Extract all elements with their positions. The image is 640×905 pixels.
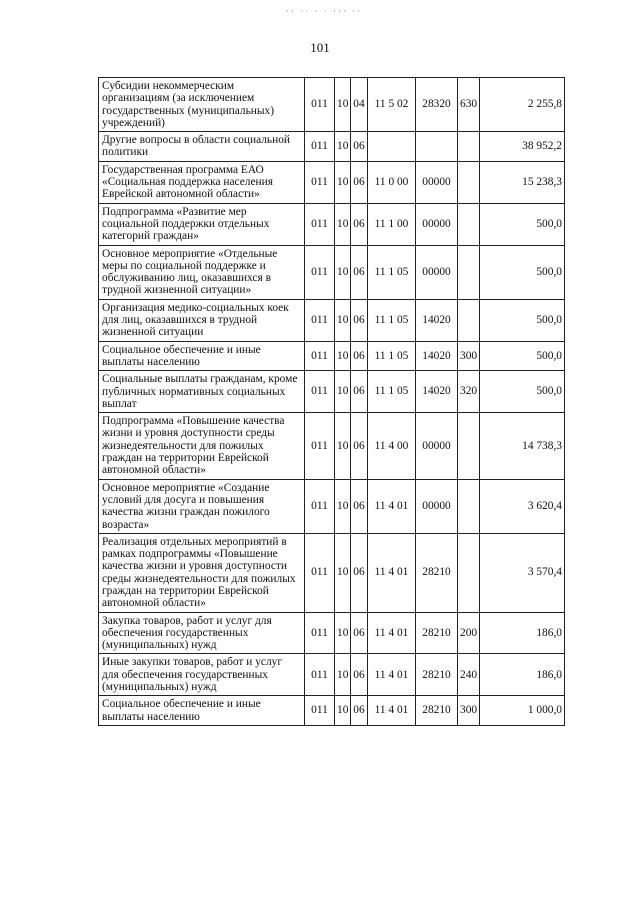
table-row (99, 132, 565, 162)
expense-name-cell: Социальное обеспечение и иные выплаты населению (99, 341, 305, 371)
expense-type-cell: 630 (458, 78, 480, 132)
expense-type-cell (458, 203, 480, 245)
table-row (99, 299, 565, 341)
amount-cell: 15 238,3 (480, 161, 565, 203)
table-row (99, 245, 565, 299)
subsection-code-cell: 06 (351, 341, 368, 371)
expense-type-cell: 240 (458, 654, 480, 696)
expense-type-cell: 200 (458, 612, 480, 654)
target-article-direction-cell: 00000 (416, 161, 458, 203)
subsection-code-cell: 06 (351, 245, 368, 299)
amount-cell: 500,0 (480, 245, 565, 299)
target-article-program-cell: 11 5 02 (368, 78, 416, 132)
table-row (99, 696, 565, 726)
table-row (99, 413, 565, 479)
section-code-cell: 10 (335, 245, 351, 299)
section-code-cell: 10 (335, 161, 351, 203)
amount-cell: 186,0 (480, 612, 565, 654)
grbs-code-cell: 011 (305, 161, 335, 203)
target-article-program-cell: 11 4 01 (368, 612, 416, 654)
expense-name-cell: Закупка товаров, работ и услуг для обеспечения государственных (муниципальных) нужд (99, 612, 305, 654)
section-code-cell: 10 (335, 696, 351, 726)
target-article-direction-cell: 14020 (416, 341, 458, 371)
expense-type-cell (458, 533, 480, 612)
subsection-code-cell: 06 (351, 161, 368, 203)
grbs-code-cell: 011 (305, 696, 335, 726)
subsection-code-cell: 06 (351, 203, 368, 245)
expense-type-cell (458, 413, 480, 479)
expense-type-cell: 300 (458, 341, 480, 371)
target-article-direction-cell: 28210 (416, 696, 458, 726)
target-article-direction-cell: 28210 (416, 612, 458, 654)
amount-cell: 38 952,2 (480, 132, 565, 162)
section-code-cell: 10 (335, 654, 351, 696)
grbs-code-cell: 011 (305, 299, 335, 341)
expense-name-cell: Реализация отдельных мероприятий в рамках подпрограммы «Повышение качества жизни и уровня доступности среды жизнедеятельности для пожилых граждан на территории Еврейской автономной области» (99, 533, 305, 612)
subsection-code-cell: 06 (351, 132, 368, 162)
target-article-direction-cell: 00000 (416, 245, 458, 299)
expense-name-cell: Субсидии некоммерческим организациям (за исключением государственных (муниципальных) учреждений) (99, 78, 305, 132)
grbs-code-cell: 011 (305, 245, 335, 299)
expense-name-cell: Подпрограмма «Повышение качества жизни и уровня доступности среды жизнедеятельности для пожилых граждан на территории Еврейской автономной области» (99, 413, 305, 479)
target-article-program-cell: 11 1 00 (368, 203, 416, 245)
target-article-direction-cell (416, 132, 458, 162)
section-code-cell: 10 (335, 299, 351, 341)
target-article-direction-cell: 00000 (416, 413, 458, 479)
subsection-code-cell: 06 (351, 413, 368, 479)
target-article-program-cell: 11 4 01 (368, 654, 416, 696)
page-number: 101 (310, 40, 330, 55)
subsection-code-cell: 06 (351, 479, 368, 533)
table-row (99, 78, 565, 132)
target-article-program-cell: 11 4 01 (368, 533, 416, 612)
target-article-direction-cell: 14020 (416, 371, 458, 413)
table-row (99, 161, 565, 203)
expense-type-cell (458, 132, 480, 162)
section-code-cell: 10 (335, 612, 351, 654)
target-article-direction-cell: 14020 (416, 299, 458, 341)
target-article-program-cell: 11 1 05 (368, 371, 416, 413)
amount-cell: 500,0 (480, 371, 565, 413)
table-row (99, 654, 565, 696)
expense-type-cell (458, 161, 480, 203)
grbs-code-cell: 011 (305, 132, 335, 162)
grbs-code-cell: 011 (305, 612, 335, 654)
amount-cell: 500,0 (480, 203, 565, 245)
expense-name-cell: Другие вопросы в области социальной политики (99, 132, 305, 162)
subsection-code-cell: 06 (351, 371, 368, 413)
subsection-code-cell: 06 (351, 533, 368, 612)
subsection-code-cell: 06 (351, 696, 368, 726)
budget-table (98, 77, 565, 726)
amount-cell: 2 255,8 (480, 78, 565, 132)
target-article-program-cell: 11 1 05 (368, 299, 416, 341)
grbs-code-cell: 011 (305, 654, 335, 696)
target-article-program-cell: 11 4 00 (368, 413, 416, 479)
expense-name-cell: Социальное обеспечение и иные выплаты населению (99, 696, 305, 726)
target-article-program-cell: 11 1 05 (368, 341, 416, 371)
grbs-code-cell: 011 (305, 203, 335, 245)
target-article-direction-cell: 28210 (416, 533, 458, 612)
expense-type-cell: 320 (458, 371, 480, 413)
table-row (99, 533, 565, 612)
subsection-code-cell: 06 (351, 612, 368, 654)
subsection-code-cell: 06 (351, 654, 368, 696)
amount-cell: 1 000,0 (480, 696, 565, 726)
amount-cell: 3 620,4 (480, 479, 565, 533)
target-article-program-cell: 11 4 01 (368, 696, 416, 726)
grbs-code-cell: 011 (305, 78, 335, 132)
grbs-code-cell: 011 (305, 479, 335, 533)
target-article-program-cell: 11 1 05 (368, 245, 416, 299)
grbs-code-cell: 011 (305, 413, 335, 479)
target-article-program-cell: 11 0 00 (368, 161, 416, 203)
section-code-cell: 10 (335, 132, 351, 162)
expense-name-cell: Государственная программа ЕАО «Социальная поддержка населения Еврейской автономной области» (99, 161, 305, 203)
amount-cell: 500,0 (480, 299, 565, 341)
table-row (99, 612, 565, 654)
amount-cell: 3 570,4 (480, 533, 565, 612)
expense-name-cell: Подпрограмма «Развитие мер социальной поддержки отдельных категорий граждан» (99, 203, 305, 245)
scan-artifact: ·· ·· · · ··· ·· (286, 6, 363, 16)
expense-type-cell (458, 299, 480, 341)
amount-cell: 14 738,3 (480, 413, 565, 479)
target-article-direction-cell: 00000 (416, 203, 458, 245)
expense-type-cell: 300 (458, 696, 480, 726)
target-article-program-cell: 11 4 01 (368, 479, 416, 533)
section-code-cell: 10 (335, 533, 351, 612)
grbs-code-cell: 011 (305, 371, 335, 413)
expense-type-cell (458, 479, 480, 533)
expense-name-cell: Основное мероприятие «Создание условий для досуга и повышения качества жизни граждан пожилого возраста» (99, 479, 305, 533)
expense-name-cell: Основное мероприятие «Отдельные меры по социальной поддержке и обслуживанию лиц, оказавшихся в трудной жизненной ситуации» (99, 245, 305, 299)
subsection-code-cell: 04 (351, 78, 368, 132)
target-article-direction-cell: 28320 (416, 78, 458, 132)
table-row (99, 341, 565, 371)
table-row (99, 371, 565, 413)
section-code-cell: 10 (335, 413, 351, 479)
expense-type-cell (458, 245, 480, 299)
section-code-cell: 10 (335, 341, 351, 371)
table-row (99, 203, 565, 245)
expense-name-cell: Организация медико-социальных коек для лиц, оказавшихся в трудной жизненной ситуации (99, 299, 305, 341)
amount-cell: 186,0 (480, 654, 565, 696)
amount-cell: 500,0 (480, 341, 565, 371)
grbs-code-cell: 011 (305, 341, 335, 371)
expense-name-cell: Иные закупки товаров, работ и услуг для обеспечения государственных (муниципальных) нужд (99, 654, 305, 696)
budget-table-body (99, 78, 565, 726)
section-code-cell: 10 (335, 78, 351, 132)
section-code-cell: 10 (335, 203, 351, 245)
subsection-code-cell: 06 (351, 299, 368, 341)
expense-name-cell: Социальные выплаты гражданам, кроме публичных нормативных социальных выплат (99, 371, 305, 413)
target-article-program-cell (368, 132, 416, 162)
target-article-direction-cell: 28210 (416, 654, 458, 696)
grbs-code-cell: 011 (305, 533, 335, 612)
section-code-cell: 10 (335, 371, 351, 413)
table-row (99, 479, 565, 533)
section-code-cell: 10 (335, 479, 351, 533)
target-article-direction-cell: 00000 (416, 479, 458, 533)
